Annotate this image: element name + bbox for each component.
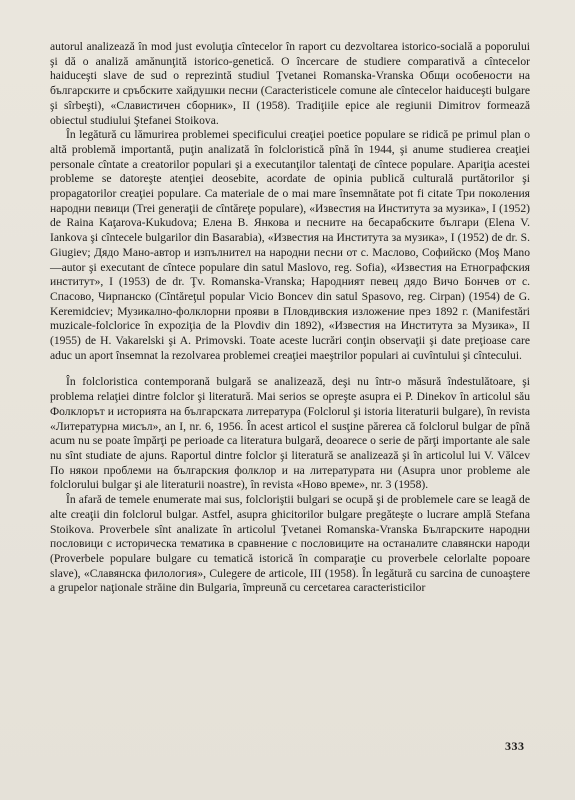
- body-text: [50, 40, 530, 596]
- page-number: 333: [505, 739, 525, 753]
- paragraph-2: În legătură cu lămurirea problemei specificului creaţiei poetice populare se ridică pe primul plan o altă problemă importantă, puţin analizată în folcloristică pînă în 1944, şi anume studierea creaţiei personale cîntate a creatorilor populari şi a executanţilor talentaţi de cîntece populare. Apariţia acestei probleme se datoreşte atenţiei deosebite, acordate de opinia publică culturală purtătorilor şi propagatorilor creaţiei populare. Ca materiale de o mai mare însemnătate pot fi citate Три поколения народни певици (Trei generaţii de cîntăreţe populare), «Известия на Института за музика», I (1952) de Raina Kaţarova-Kukudova; Елена В. Янкова и песните на бесарабските българи (Elena V. Iankova şi cîntecele bulgarilor din Basarabia), «Известия на Института за музика», I (1952) de dr. S. Giugiev; Дядо Мано-автор и изпълнител на народни песни от с. Маслово, Софийско (Moş Mano—autor şi executant de cîntece populare din satul Maslovo, reg. Sofia), «Известия на Етнографския институт», I (1953) de dr. Ţv. Romanska-Vranska; Народният певец дядо Вичо Бончев от с. Спасово, Чирпанско (Cîntăreţul popular Vicio Boncev din satul Spasovo, reg. Cirpan) (1954) de G. Keremidciev; Музикално-фолклорни прояви в Пловдивския изложение през 1892 г. (Manifestări muzicale-folclorice în expoziţia de la Plovdiv din 1892), «Известия на Института за Музика», II (1955) de H. Vakarelski şi A. Primovski. Toate aceste lucrări conţin observaţii şi date preţioase care aduc un aport însemnat la rezolvarea problemei creaţiei maeştrilor populari ai cuvîntului şi cîntecului.: [50, 128, 530, 362]
- paragraph-4: În afară de temele enumerate mai sus, folcloriştii bulgari se ocupă şi de problemele care se leagă de alte creaţii din folclorul bulgar. Astfel, asupra ghicitorilor bulgare pregăteşte o lucrare amplă Stefana Stoikova. Proverbele sînt analizate în articolul Ţvetanei Romanska-Vranska Българските народни пословици с историческа тематика в сравнение с пословиците на останалите славянски народи (Proverbele populare bulgare cu tematică istorică în comparaţie cu proverbele celorlalte popoare slave), «Славянска филология», Culegere de articole, III (1958). În legătură cu sarcina de cunoaştere a grupelor naţionale străine din Bulgaria, împreună cu cercetarea caracteristicilor: [50, 493, 530, 595]
- paragraph-1: autorul analizează în mod just evoluţia cîntecelor în raport cu dezvoltarea istorico-socială a poporului şi dă o analiză amănunţită istorico-genetică. O încercare de studiere comparativă a cîntecelor haiduceşti slave de sud o reprezintă studiul Ţvetanei Romanska-Vranska Общи особености на българските и сръбските хайдушки песни (Caracteristicele comune ale cîntecelor haiduceşti bulgare şi sîrbeşti), «Славистичен сборник», II (1958). Tradiţiile epice ale regiunii Dimitrov formează obiectul studiului Ştefanei Stoikova.: [50, 40, 530, 127]
- paragraph-3: În folcloristica contemporană bulgară se analizează, deşi nu într-o măsură îndestulătoare, şi problema relaţiei dintre folclor şi literatură. Mai serios se opreşte asupra ei P. Dinekov în articolul său Фолклорът и историята на българската литература (Folclorul şi istoria literaturii bulgare), în revista «Литературна мисъл», an I, nr. 6, 1956. În acest articol el susţine părerea că folclorul bulgar de pînă acum nu se poate împărţi pe perioade ca literatura bulgară, deoarece o serie de părţi importante ale sale nu sînt studiate de ajuns. Raportul dintre folclor şi literatură se analizează şi în articolul lui V. Vălcev По някои проблеми на българския фолклор и на литературата ни (Asupra unor probleme ale folclorului bulgar şi ale literaturii noastre), în revista «Ново време», nr. 3 (1958).: [50, 375, 530, 492]
